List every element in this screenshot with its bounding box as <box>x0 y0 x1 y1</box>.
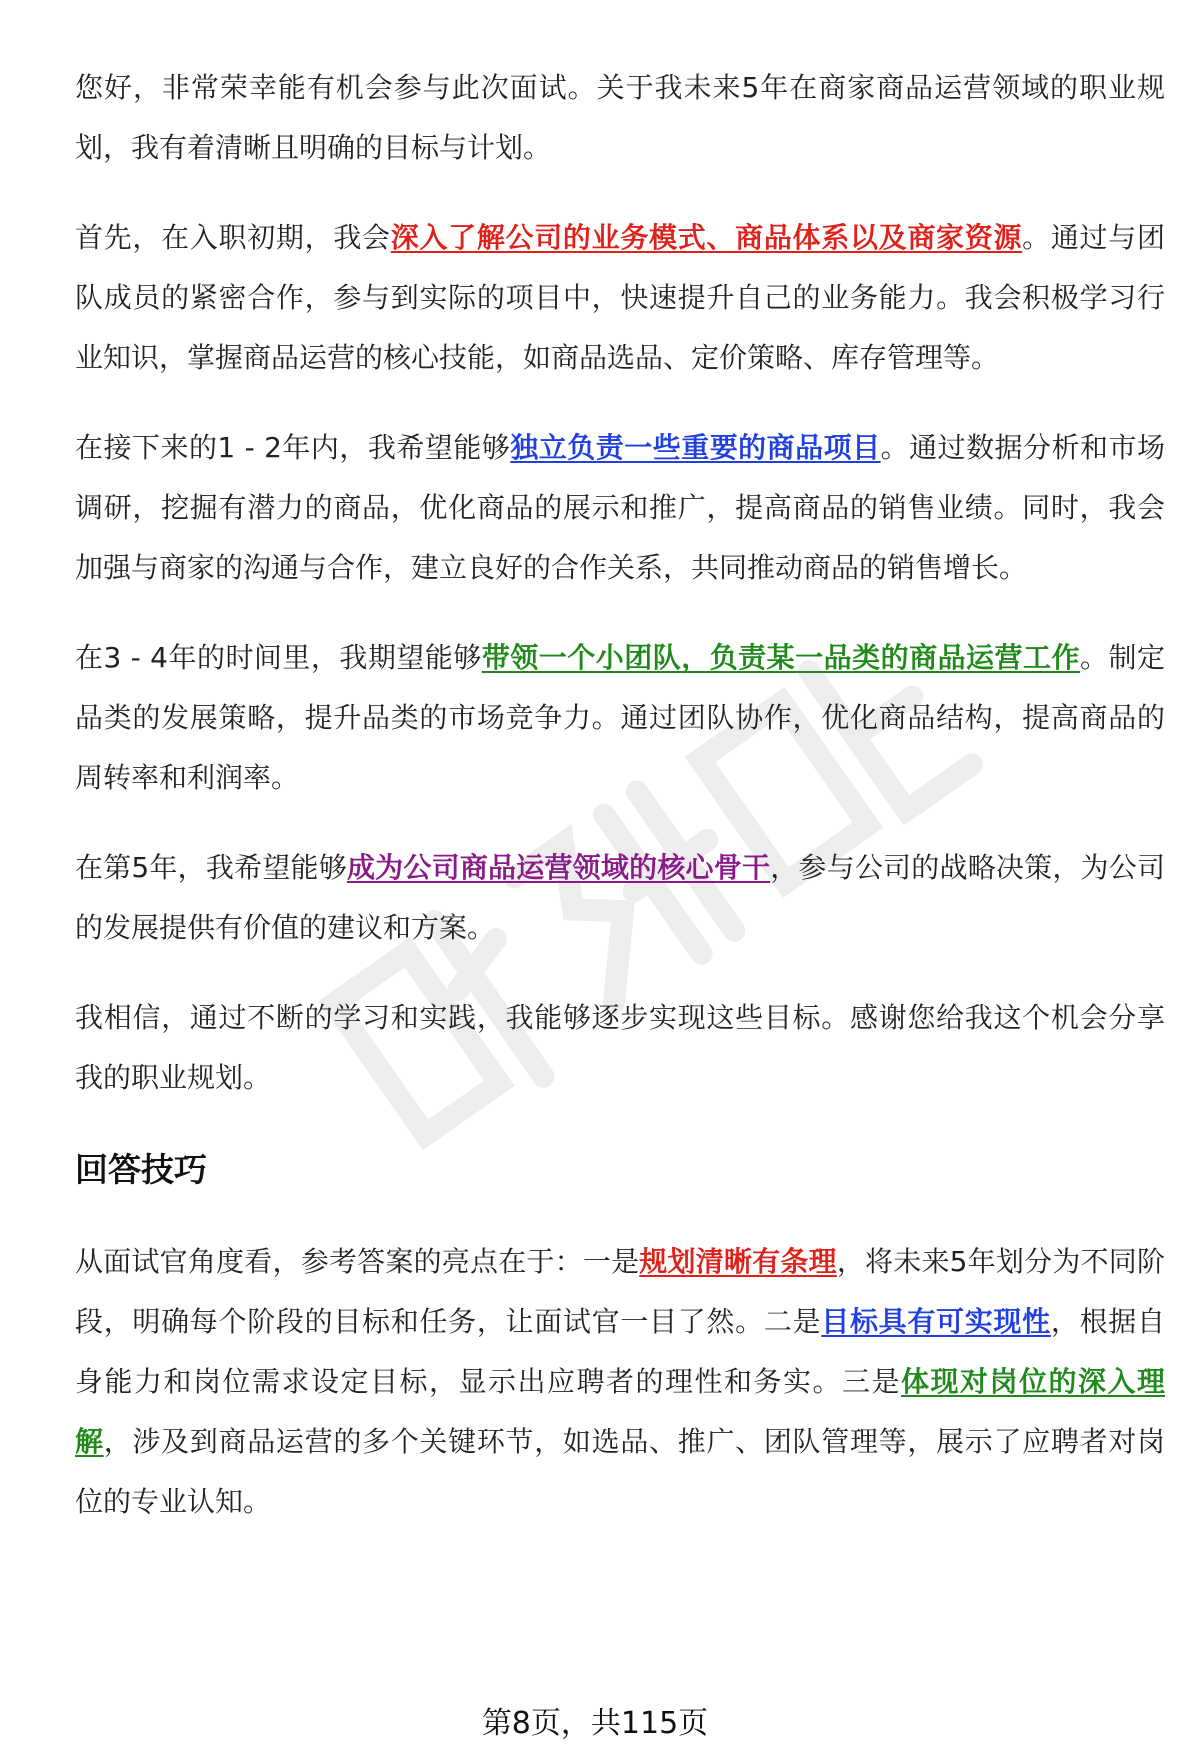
paragraph-text: ，根据自身能力和岗位需求设定目标，显示出应聘者的理性和务实。三是 <box>75 1305 1165 1398</box>
paragraph-text: 。通过与团队成员的紧密合作，参与到实际的项目中，快速提升自己的业务能力。我会积极学习行业知识，掌握商品运营的核心技能，如商品选品、定价策略、库存管理等。 <box>75 221 1165 374</box>
paragraph-tips <box>75 1232 1165 1532</box>
paragraph-text: 在第5年，我希望能够 <box>75 851 347 884</box>
paragraph-text: 。制定品类的发展策略，提升品类的市场竞争力。通过团队协作，优化商品结构，提高商品的周转率和利润率。 <box>75 641 1165 794</box>
paragraph-stage-3-4-years <box>75 628 1165 808</box>
highlight-blue: 独立负责一些重要的商品项目 <box>510 431 881 464</box>
page-number: 第8页，共115页 <box>481 1706 709 1741</box>
paragraph-intro: 您好，非常荣幸能有机会参与此次面试。关于我未来5年在商家商品运营领域的职业规划，我有着清晰且明确的目标与计划。 <box>75 71 1165 164</box>
highlight-blue: 目标具有可实现性 <box>821 1305 1051 1338</box>
paragraph-text: ，参与公司的战略决策，为公司的发展提供有价值的建议和方案。 <box>75 851 1165 944</box>
section-title-tips: 回答技巧 <box>75 1150 207 1189</box>
paragraph-stage-initial <box>75 208 1165 388</box>
highlight-red: 规划清晰有条理 <box>639 1245 837 1278</box>
paragraph-text: 。通过数据分析和市场调研，挖掘有潜力的商品，优化商品的展示和推广，提高商品的销售业绩。同时，我会加强与商家的沟通与合作，建立良好的合作关系，共同推动商品的销售增长。 <box>75 431 1165 584</box>
paragraph-text: 首先，在入职初期，我会 <box>75 221 391 254</box>
document-body <box>75 58 1165 1562</box>
paragraph-text: ，涉及到商品运营的多个关键环节，如选品、推广、团队管理等，展示了应聘者对岗位的专业认知。 <box>75 1425 1165 1518</box>
paragraph-text: 在接下来的1 - 2年内，我希望能够 <box>75 431 511 464</box>
highlight-green: 带领一个小团队，负责某一品类的商品运营工作 <box>481 641 1080 674</box>
paragraph-text: ，将未来5年划分为不同阶段，明确每个阶段的目标和任务，让面试官一目了然。二是 <box>75 1245 1165 1338</box>
paragraph-text: 在3 - 4年的时间里，我期望能够 <box>75 641 482 674</box>
paragraph-text: 从面试官角度看，参考答案的亮点在于：一是 <box>75 1245 640 1278</box>
highlight-red: 深入了解公司的业务模式、商品体系以及商家资源 <box>390 221 1023 254</box>
highlight-purple: 成为公司商品运营领域的核心骨干 <box>346 851 771 884</box>
paragraph-closing: 我相信，通过不断的学习和实践，我能够逐步实现这些目标。感谢您给我这个机会分享我的职业规划。 <box>75 1001 1165 1094</box>
paragraph-stage-5-year <box>75 838 1165 958</box>
highlight-green: 体现对岗位的深入理解 <box>75 1365 1165 1458</box>
paragraph-stage-1-2-years <box>75 418 1165 598</box>
